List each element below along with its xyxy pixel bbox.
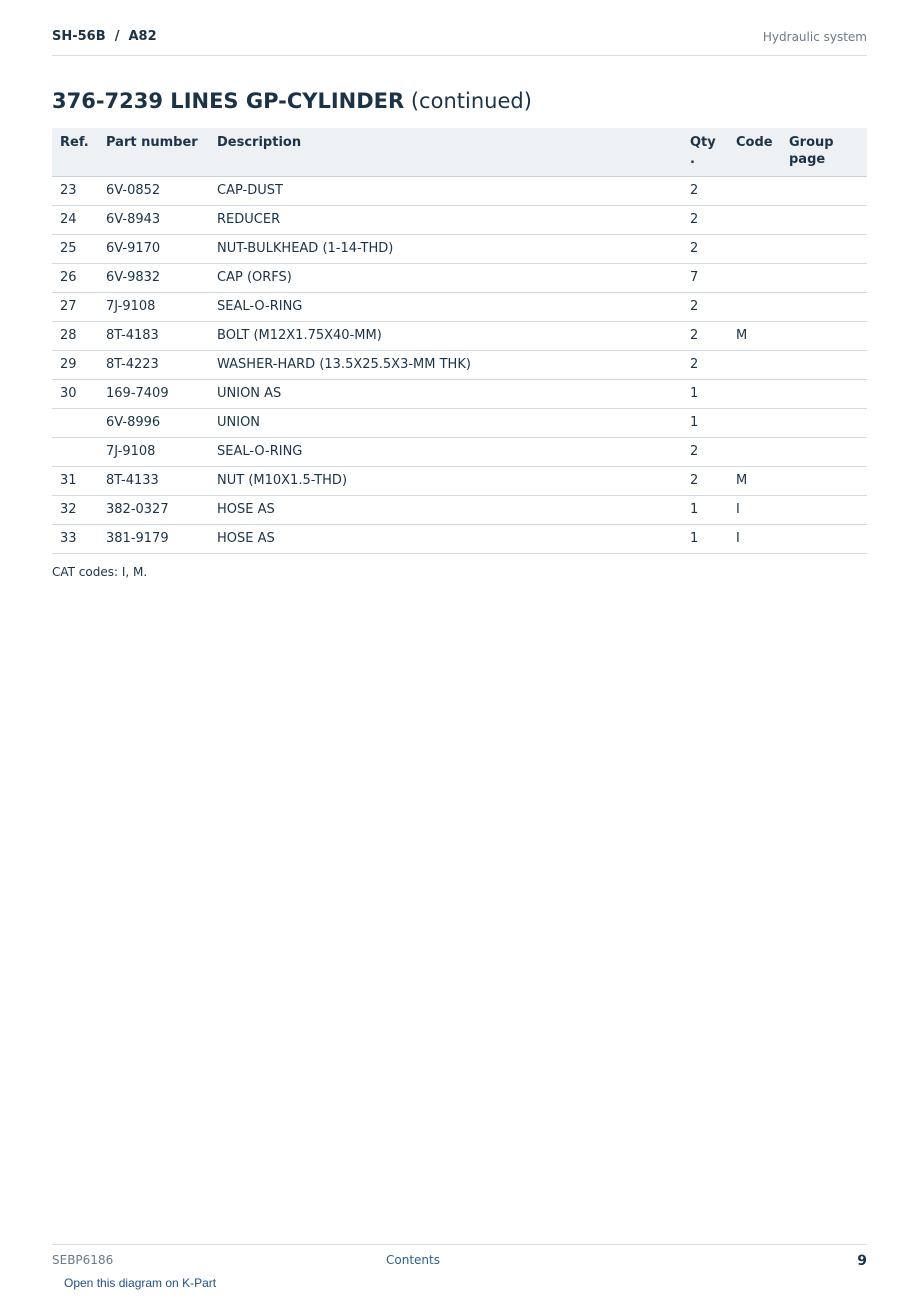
table-row [52, 380, 867, 409]
cell-ref: 25 [52, 235, 98, 264]
cell-group-page [781, 467, 867, 496]
cell-code [728, 438, 781, 467]
page-title-main: 376-7239 LINES GP-CYLINDER [52, 89, 405, 113]
cell-description: NUT (M10X1.5-THD) [209, 467, 682, 496]
cell-qty: 2 [682, 322, 728, 351]
cell-code: M [728, 322, 781, 351]
cell-part-number: 6V-9832 [98, 264, 209, 293]
page-title [52, 89, 532, 113]
table-header-row [52, 128, 867, 177]
table-row [52, 293, 867, 322]
cell-description: BOLT (M12X1.75X40-MM) [209, 322, 682, 351]
cell-qty: 7 [682, 264, 728, 293]
cell-description: UNION AS [209, 380, 682, 409]
cell-code: I [728, 525, 781, 554]
cell-group-page [781, 525, 867, 554]
col-header-group-page: Group page [781, 128, 867, 177]
cell-part-number: 6V-0852 [98, 177, 209, 206]
cell-code [728, 293, 781, 322]
cell-part-number: 6V-8996 [98, 409, 209, 438]
cell-description: HOSE AS [209, 496, 682, 525]
cell-ref: 30 [52, 380, 98, 409]
cell-part-number: 381-9179 [98, 525, 209, 554]
cell-qty: 1 [682, 525, 728, 554]
cell-code [728, 409, 781, 438]
cell-code: I [728, 496, 781, 525]
parts-table-body [52, 177, 867, 554]
cell-description: SEAL-O-RING [209, 438, 682, 467]
cell-description: UNION [209, 409, 682, 438]
cell-part-number: 6V-8943 [98, 206, 209, 235]
table-row [52, 177, 867, 206]
table-row [52, 496, 867, 525]
cell-description: WASHER-HARD (13.5X25.5X3-MM THK) [209, 351, 682, 380]
table-row [52, 467, 867, 496]
cell-ref [52, 409, 98, 438]
cell-part-number: 7J-9108 [98, 293, 209, 322]
table-row [52, 206, 867, 235]
cell-part-number: 169-7409 [98, 380, 209, 409]
cell-ref: 29 [52, 351, 98, 380]
cell-group-page [781, 206, 867, 235]
cell-part-number: 382-0327 [98, 496, 209, 525]
cat-codes-note: CAT codes: I, M. [52, 565, 148, 579]
cell-part-number: 8T-4183 [98, 322, 209, 351]
cell-group-page [781, 264, 867, 293]
cell-group-page [781, 380, 867, 409]
cell-part-number: 6V-9170 [98, 235, 209, 264]
col-header-code: Code [728, 128, 781, 177]
cell-qty: 2 [682, 293, 728, 322]
cell-description: CAP (ORFS) [209, 264, 682, 293]
cell-qty: 1 [682, 496, 728, 525]
cell-qty: 2 [682, 177, 728, 206]
page-title-suffix: (continued) [410, 89, 532, 113]
cell-description: NUT-BULKHEAD (1-14-THD) [209, 235, 682, 264]
cell-ref: 31 [52, 467, 98, 496]
document-id: SEBP6186 [52, 1253, 114, 1267]
cell-group-page [781, 496, 867, 525]
cell-ref: 28 [52, 322, 98, 351]
table-row [52, 525, 867, 554]
cell-code [728, 177, 781, 206]
cell-qty: 1 [682, 409, 728, 438]
cell-ref: 27 [52, 293, 98, 322]
cell-group-page [781, 235, 867, 264]
cell-group-page [781, 438, 867, 467]
table-row [52, 235, 867, 264]
table-row [52, 264, 867, 293]
cell-code [728, 235, 781, 264]
col-header-ref: Ref. [52, 128, 98, 177]
cell-group-page [781, 409, 867, 438]
cell-ref: 26 [52, 264, 98, 293]
cell-ref: 23 [52, 177, 98, 206]
parts-table [52, 128, 867, 554]
col-header-description: Description [209, 128, 682, 177]
table-row [52, 409, 867, 438]
cell-group-page [781, 177, 867, 206]
cell-description: HOSE AS [209, 525, 682, 554]
col-header-qty: Qty . [682, 128, 728, 177]
cell-description: CAP-DUST [209, 177, 682, 206]
cell-code [728, 380, 781, 409]
cell-qty: 2 [682, 206, 728, 235]
cell-qty: 2 [682, 351, 728, 380]
cell-code [728, 264, 781, 293]
cell-ref: 33 [52, 525, 98, 554]
cell-part-number: 8T-4133 [98, 467, 209, 496]
cell-group-page [781, 351, 867, 380]
cell-code: M [728, 467, 781, 496]
cell-code [728, 351, 781, 380]
cell-qty: 1 [682, 380, 728, 409]
page-footer [52, 1244, 867, 1269]
contents-link[interactable]: Contents [386, 1253, 440, 1267]
cell-ref: 32 [52, 496, 98, 525]
cell-description: SEAL-O-RING [209, 293, 682, 322]
open-kpart-link[interactable]: Open this diagram on K-Part [64, 1276, 217, 1290]
page-header [52, 28, 867, 56]
table-row [52, 351, 867, 380]
cell-code [728, 206, 781, 235]
cell-qty: 2 [682, 235, 728, 264]
cell-part-number: 8T-4223 [98, 351, 209, 380]
cell-group-page [781, 293, 867, 322]
cell-ref [52, 438, 98, 467]
table-row [52, 322, 867, 351]
cell-part-number: 7J-9108 [98, 438, 209, 467]
model-label: SH-56B / A82 [52, 29, 157, 44]
page-number: 9 [857, 1253, 867, 1269]
cell-qty: 2 [682, 438, 728, 467]
col-header-part-number: Part number [98, 128, 209, 177]
table-row [52, 438, 867, 467]
section-label: Hydraulic system [762, 30, 867, 44]
cell-description: REDUCER [209, 206, 682, 235]
cell-group-page [781, 322, 867, 351]
cell-qty: 2 [682, 467, 728, 496]
cell-ref: 24 [52, 206, 98, 235]
